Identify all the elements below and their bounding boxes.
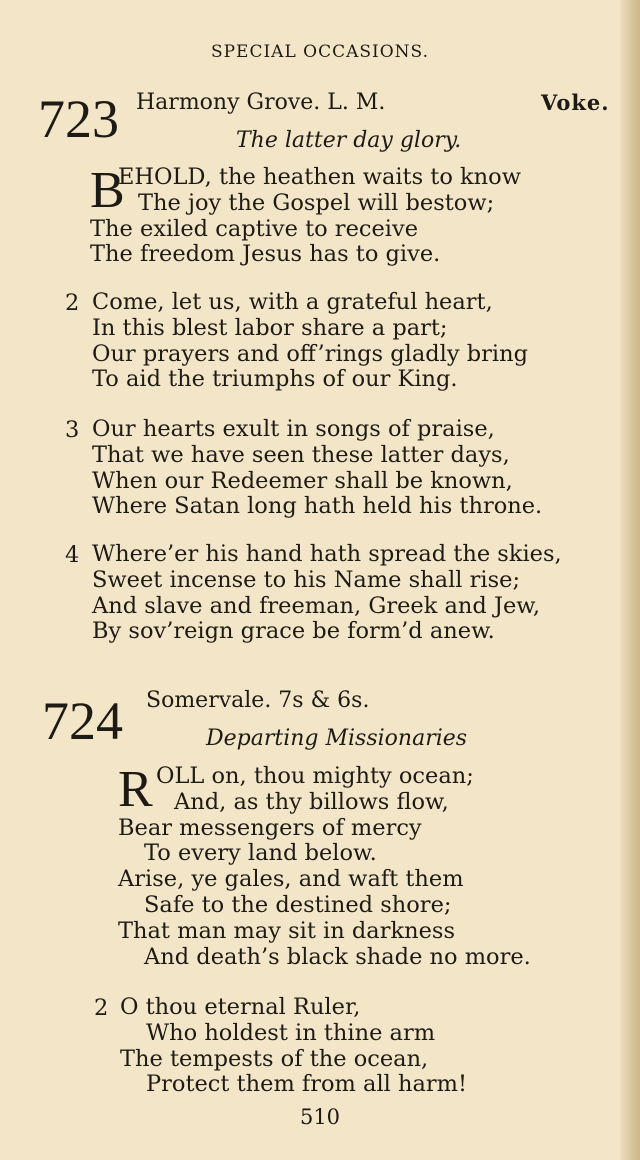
running-header: SPECIAL OCCASIONS.: [210, 42, 430, 62]
tune-name: Harmony Grove. L. M.: [136, 90, 386, 115]
stanza-number: 2: [65, 290, 80, 316]
verse-line: Our hearts exult in songs of praise,: [92, 416, 495, 442]
stanza-2: [92, 290, 528, 393]
stanza-4: [92, 542, 562, 645]
verse-line: And slave and freeman, Greek and Jew,: [92, 592, 541, 619]
verse-line: And death’s black shade no more.: [144, 943, 531, 970]
verse-line: Protect them from all harm!: [146, 1071, 468, 1098]
verse-line: OLL on, thou mighty ocean;: [156, 763, 474, 789]
stanza-number: 4: [65, 542, 80, 568]
hymn-number: 724: [42, 691, 123, 751]
verse-line: To aid the triumphs of our King.: [92, 366, 458, 393]
verse-line: Arise, ye gales, and waft them: [118, 866, 464, 893]
hymn-subtitle: The latter day glory.: [236, 128, 462, 153]
stanza-1: [90, 162, 521, 268]
hymn-subtitle: Departing Missionaries: [206, 726, 468, 751]
stanza-number: 2: [94, 995, 109, 1021]
stanza-1: [118, 761, 531, 970]
tune-name: Somervale. 7s & 6s.: [146, 688, 370, 713]
verse-line: To every land below.: [144, 840, 377, 867]
verse-line: That man may sit in darkness: [118, 917, 455, 944]
verse-line: By sov’reign grace be form’d anew.: [92, 618, 495, 645]
verse-line: The joy the Gospel will bestow;: [138, 189, 495, 216]
verse-line: The tempests of the ocean,: [120, 1045, 429, 1072]
verse-line: In this blest labor share a part;: [92, 314, 448, 341]
verse-line: The exiled captive to receive: [90, 215, 419, 242]
page-number: 510: [299, 1105, 341, 1129]
verse-line: That we have seen these latter days,: [92, 441, 510, 468]
author-name: Voke.: [541, 90, 610, 115]
verse-line: Come, let us, with a grateful heart,: [92, 289, 493, 315]
page-edge: [620, 0, 640, 1160]
hymn-number: 723: [38, 89, 119, 149]
verse-line: And, as thy billows flow,: [174, 788, 449, 815]
verse-line: The freedom Jesus has to give.: [90, 241, 441, 268]
drop-cap: R: [118, 761, 153, 818]
stanza-2: [120, 995, 467, 1098]
verse-line: Where Satan long hath held his throne.: [92, 493, 543, 520]
verse-line: Bear messengers of mercy: [118, 814, 422, 841]
verse-line: EHOLD, the heathen waits to know: [118, 164, 521, 190]
stanza-number: 3: [65, 417, 80, 443]
verse-line: Who holdest in thine arm: [146, 1019, 436, 1046]
verse-line: Sweet incense to his Name shall rise;: [92, 566, 521, 593]
verse-line: O thou eternal Ruler,: [120, 994, 361, 1020]
verse-line: Safe to the destined shore;: [144, 891, 452, 918]
stanza-3: [92, 417, 542, 520]
drop-cap: B: [90, 162, 125, 219]
verse-line: Our prayers and off’rings gladly bring: [92, 340, 528, 367]
verse-line: Where’er his hand hath spread the skies,: [92, 541, 562, 567]
verse-line: When our Redeemer shall be known,: [92, 467, 513, 494]
